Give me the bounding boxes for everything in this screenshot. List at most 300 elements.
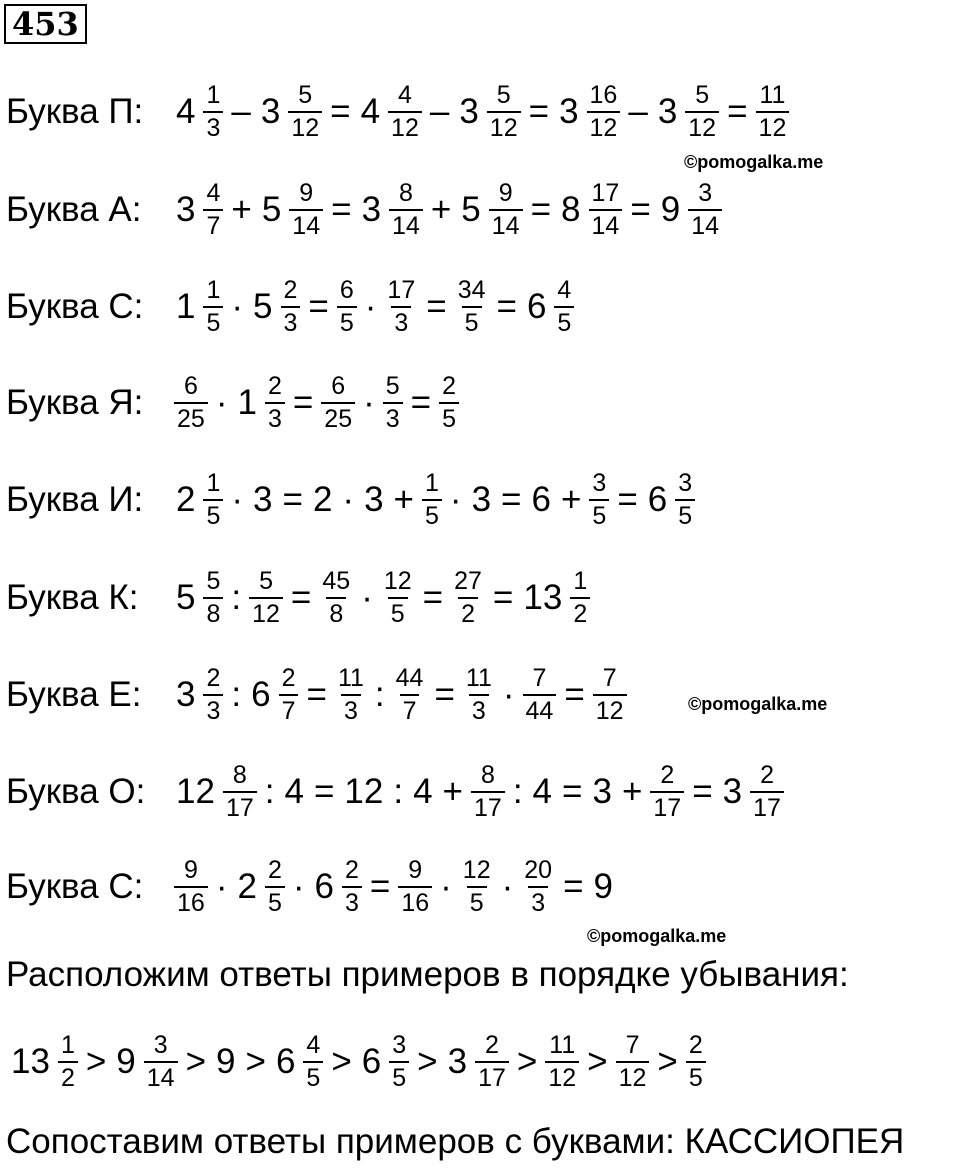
denominator: 3 xyxy=(383,402,403,435)
denominator: 12 xyxy=(593,694,627,727)
fraction xyxy=(383,371,403,436)
fraction xyxy=(337,275,357,340)
math-token: = xyxy=(313,772,335,812)
denominator: 16 xyxy=(174,886,208,919)
solution-row xyxy=(6,663,630,728)
fraction xyxy=(203,663,223,728)
math-token: 12 xyxy=(344,772,384,812)
math-token: 3 xyxy=(176,675,196,715)
letter-label: Буква К: xyxy=(6,578,139,618)
numerator: 12 xyxy=(462,856,491,884)
denominator: 5 xyxy=(675,499,695,532)
fraction xyxy=(265,371,285,436)
math-token: > xyxy=(245,1042,266,1082)
math-token: 6 xyxy=(314,867,334,907)
denominator: 12 xyxy=(288,111,322,144)
fraction xyxy=(554,275,574,340)
numerator: 5 xyxy=(496,81,511,109)
denominator: 3 xyxy=(341,694,361,727)
fraction xyxy=(675,468,695,533)
math-token: = xyxy=(630,190,651,230)
denominator: 5 xyxy=(265,886,285,919)
math-token: + xyxy=(442,772,463,812)
denominator: 5 xyxy=(203,499,223,532)
math-token: · xyxy=(231,480,244,520)
numerator: 8 xyxy=(232,761,247,789)
math-token: = xyxy=(434,675,455,715)
math-token: : xyxy=(393,772,404,812)
math-token: 5 xyxy=(261,190,282,230)
numerator: 1 xyxy=(206,81,221,109)
numerator: 11 xyxy=(465,664,492,692)
expression xyxy=(171,80,792,145)
fraction xyxy=(381,566,415,631)
math-token: : xyxy=(374,675,385,715)
numerator: 9 xyxy=(408,856,423,884)
denominator: 5 xyxy=(462,306,482,339)
fraction xyxy=(265,855,285,920)
fraction xyxy=(203,468,223,533)
math-token: > xyxy=(587,1042,608,1082)
numerator: 3 xyxy=(392,1031,407,1059)
letter-label: Буква И: xyxy=(6,480,144,520)
math-token: 13 xyxy=(523,578,563,618)
math-token: · xyxy=(449,480,462,520)
watermark: ©pomogalka.me xyxy=(587,926,727,946)
numerator: 4 xyxy=(557,276,572,304)
math-token: 1 xyxy=(237,383,257,423)
expression xyxy=(171,663,630,728)
math-token: 2 xyxy=(176,480,196,520)
numerator: 11 xyxy=(759,81,786,109)
fraction xyxy=(303,1030,323,1095)
numerator: 9 xyxy=(498,179,513,207)
numerator: 6 xyxy=(339,276,354,304)
numerator: 3 xyxy=(592,469,607,497)
fraction xyxy=(203,275,223,340)
watermark: ©pomogalka.me xyxy=(688,694,828,714)
math-token: 6 xyxy=(526,287,547,327)
conclusion: Сопоставим ответы примеров с буквами: КАССИОПЕЯ xyxy=(6,1122,905,1161)
denominator: 5 xyxy=(388,597,408,630)
fraction xyxy=(389,1030,409,1095)
math-token: 3 xyxy=(722,772,743,812)
order-expression xyxy=(6,1030,709,1095)
fraction xyxy=(463,663,495,728)
letter-label: Буква Я: xyxy=(6,383,144,423)
numerator: 5 xyxy=(206,567,221,595)
numerator: 8 xyxy=(398,179,413,207)
denominator: 5 xyxy=(589,499,609,532)
math-token: 3 xyxy=(471,480,492,520)
letter-label: Буква Е: xyxy=(6,675,142,715)
denominator: 5 xyxy=(467,886,487,919)
fraction xyxy=(249,566,283,631)
denominator: 14 xyxy=(389,209,423,242)
math-token: 8 xyxy=(561,190,581,230)
expression xyxy=(171,371,462,436)
numerator: 3 xyxy=(698,179,713,207)
math-token: = xyxy=(282,480,303,520)
numerator: 4 xyxy=(206,179,221,207)
math-token: : xyxy=(231,675,242,715)
math-token: 2 xyxy=(312,480,333,520)
math-token: 1 xyxy=(176,287,196,327)
fraction xyxy=(321,371,355,436)
fraction xyxy=(460,855,494,920)
denominator: 16 xyxy=(398,886,432,919)
numerator: 6 xyxy=(183,372,198,400)
math-token: > xyxy=(657,1042,678,1082)
math-token: = xyxy=(422,578,444,618)
fraction xyxy=(389,178,423,243)
math-token: 5 xyxy=(461,190,481,230)
math-token: 3 xyxy=(253,480,273,520)
math-token: = xyxy=(562,772,583,812)
denominator: 17 xyxy=(223,791,257,824)
math-token: = xyxy=(564,675,585,715)
math-token: + xyxy=(430,190,452,230)
numerator: 1 xyxy=(206,276,221,304)
math-token: · xyxy=(502,675,515,715)
math-token: 6 xyxy=(531,480,551,520)
letter-label: Буква А: xyxy=(6,190,142,230)
numerator: 2 xyxy=(485,1031,499,1059)
math-token: 4 xyxy=(532,772,553,812)
numerator: 2 xyxy=(281,664,296,692)
math-token: · xyxy=(440,867,452,907)
fraction xyxy=(279,663,299,728)
numerator: 6 xyxy=(331,372,346,400)
denominator: 12 xyxy=(249,597,283,630)
numerator: 2 xyxy=(283,276,298,304)
math-token: – xyxy=(231,92,251,132)
math-token: = xyxy=(501,480,522,520)
denominator: 3 xyxy=(342,886,362,919)
math-token: · xyxy=(215,867,228,907)
math-token: = xyxy=(617,480,638,520)
solution-row xyxy=(6,371,462,436)
math-token: 2 xyxy=(237,867,257,907)
fraction xyxy=(451,566,485,631)
fraction xyxy=(523,663,557,728)
numerator: 7 xyxy=(625,1031,640,1059)
numerator: 34 xyxy=(457,276,486,304)
math-token: : xyxy=(231,578,242,618)
math-token: = xyxy=(330,92,351,132)
numerator: 7 xyxy=(532,664,547,692)
denominator: 44 xyxy=(523,694,557,727)
numerator: 20 xyxy=(524,856,553,884)
math-token: – xyxy=(628,92,648,132)
numerator: 9 xyxy=(183,856,198,884)
math-token: 9 xyxy=(216,1042,236,1082)
denominator: 3 xyxy=(391,306,411,339)
fraction xyxy=(487,80,521,145)
expression xyxy=(171,855,618,920)
numerator: 45 xyxy=(322,567,351,595)
denominator: 8 xyxy=(203,597,223,630)
math-token: + xyxy=(560,480,582,520)
math-token: = xyxy=(290,578,312,618)
denominator: 25 xyxy=(321,402,355,435)
math-token: = xyxy=(331,190,352,230)
math-token: · xyxy=(231,287,244,327)
numerator: 5 xyxy=(695,81,710,109)
fraction xyxy=(288,80,322,145)
denominator: 7 xyxy=(400,694,420,727)
fraction xyxy=(587,80,621,145)
fraction xyxy=(174,855,208,920)
numerator: 12 xyxy=(383,567,412,595)
numerator: 5 xyxy=(385,372,400,400)
math-token: = xyxy=(410,383,432,423)
fraction xyxy=(393,663,427,728)
fraction xyxy=(342,855,362,920)
watermark: ©pomogalka.me xyxy=(684,152,824,172)
math-token: 6 xyxy=(647,480,668,520)
math-token: 4 xyxy=(176,92,196,132)
solution-row xyxy=(6,178,725,243)
math-token: · xyxy=(215,383,228,423)
solution-row xyxy=(6,80,792,145)
numerator: 2 xyxy=(760,761,774,789)
numerator: 5 xyxy=(259,567,273,595)
math-token: · xyxy=(364,287,377,327)
fraction xyxy=(489,178,523,243)
denominator: 5 xyxy=(337,306,357,339)
numerator: 8 xyxy=(480,761,495,789)
math-token: > xyxy=(516,1042,538,1082)
numerator: 3 xyxy=(153,1031,168,1059)
fraction xyxy=(335,663,367,728)
denominator: 14 xyxy=(688,209,722,242)
numerator: 11 xyxy=(549,1031,576,1059)
math-token: = xyxy=(292,383,314,423)
expression xyxy=(171,468,698,533)
math-token: 3 xyxy=(260,92,281,132)
math-token: 9 xyxy=(116,1042,136,1082)
numerator: 7 xyxy=(602,664,617,692)
numerator: 1 xyxy=(425,469,439,497)
math-token: 3 xyxy=(364,480,384,520)
expression xyxy=(171,760,787,825)
fraction xyxy=(439,371,459,436)
denominator: 17 xyxy=(750,791,784,824)
numerator: 27 xyxy=(454,567,482,595)
denominator: 5 xyxy=(554,306,574,339)
math-token: 4 xyxy=(284,772,304,812)
solution-row xyxy=(6,760,787,825)
math-token: > xyxy=(331,1042,352,1082)
fraction xyxy=(289,178,323,243)
denominator: 14 xyxy=(589,209,623,242)
denominator: 25 xyxy=(174,402,208,435)
math-token: : xyxy=(512,772,523,812)
math-token: 4 xyxy=(413,772,433,812)
math-token: – xyxy=(429,92,450,132)
denominator: 8 xyxy=(326,597,346,630)
solution-row xyxy=(6,855,618,920)
math-token: 9 xyxy=(593,867,613,907)
numerator: 3 xyxy=(678,469,693,497)
denominator: 12 xyxy=(545,1061,579,1094)
denominator: 17 xyxy=(650,791,684,824)
denominator: 2 xyxy=(458,597,478,630)
fraction xyxy=(422,468,442,533)
denominator: 5 xyxy=(439,402,459,435)
solution-row xyxy=(6,566,593,631)
math-token: · xyxy=(363,383,375,423)
math-token: + xyxy=(393,480,414,520)
numerator: 44 xyxy=(395,664,424,692)
expression xyxy=(171,178,725,243)
math-token: · xyxy=(292,867,305,907)
math-token: 5 xyxy=(176,578,196,618)
denominator: 7 xyxy=(203,209,223,242)
denominator: 2 xyxy=(570,597,590,630)
letter-label: Буква С: xyxy=(6,867,144,907)
fraction xyxy=(589,178,623,243)
fraction xyxy=(388,80,422,145)
numerator: 1 xyxy=(573,567,588,595)
math-token: 3 xyxy=(657,92,678,132)
math-token: 9 xyxy=(660,190,681,230)
math-token: = xyxy=(496,287,517,327)
math-token: : xyxy=(264,772,275,812)
denominator: 3 xyxy=(203,111,223,144)
math-token: · xyxy=(361,578,373,618)
denominator: 5 xyxy=(303,1061,323,1094)
fraction xyxy=(589,468,609,533)
numerator: 1 xyxy=(60,1031,75,1059)
fraction xyxy=(475,1030,509,1095)
numerator: 1 xyxy=(206,469,221,497)
math-token: = xyxy=(563,867,584,907)
fraction xyxy=(570,566,590,631)
denominator: 3 xyxy=(203,694,223,727)
math-token: = xyxy=(692,772,713,812)
numerator: 16 xyxy=(589,81,618,109)
numerator: 2 xyxy=(660,761,675,789)
math-token: 3 xyxy=(361,190,382,230)
math-token: 12 xyxy=(176,772,215,812)
fraction xyxy=(398,855,432,920)
math-token: = xyxy=(306,675,327,715)
denominator: 5 xyxy=(422,499,442,532)
solution-row xyxy=(6,468,698,533)
math-token: = xyxy=(426,287,447,327)
denominator: 5 xyxy=(203,306,223,339)
numerator: 2 xyxy=(206,664,221,692)
math-token: 4 xyxy=(360,92,381,132)
fraction xyxy=(688,178,722,243)
math-token: 3 xyxy=(592,772,612,812)
order-sentence: Расположим ответы примеров в порядке убывания: xyxy=(6,955,849,994)
math-token: > xyxy=(185,1042,207,1082)
denominator: 12 xyxy=(685,111,719,144)
denominator: 5 xyxy=(686,1061,706,1094)
numerator: 2 xyxy=(344,856,359,884)
denominator: 3 xyxy=(265,402,285,435)
denominator: 12 xyxy=(587,111,621,144)
numerator: 2 xyxy=(267,856,282,884)
math-token: · xyxy=(342,480,355,520)
denominator: 12 xyxy=(487,111,521,144)
fraction xyxy=(281,275,301,340)
math-token: 6 xyxy=(275,1042,296,1082)
denominator: 7 xyxy=(279,694,299,727)
fraction xyxy=(455,275,489,340)
math-token: = xyxy=(727,92,748,132)
numerator: 2 xyxy=(267,372,282,400)
denominator: 12 xyxy=(756,111,790,144)
denominator: 12 xyxy=(616,1061,650,1094)
math-token: 3 xyxy=(176,190,196,230)
math-token: 6 xyxy=(251,675,271,715)
math-token: + xyxy=(621,772,643,812)
numerator: 17 xyxy=(591,179,620,207)
numerator: 5 xyxy=(298,81,313,109)
fraction xyxy=(471,760,505,825)
denominator: 14 xyxy=(489,209,523,242)
math-token: 3 xyxy=(459,92,479,132)
numerator: 2 xyxy=(442,372,457,400)
denominator: 12 xyxy=(388,111,422,144)
math-token: 3 xyxy=(447,1042,468,1082)
denominator: 3 xyxy=(281,306,301,339)
math-token: = xyxy=(308,287,329,327)
fraction xyxy=(686,1030,706,1095)
fraction xyxy=(756,80,790,145)
math-token: > xyxy=(85,1042,107,1082)
expression xyxy=(171,275,577,340)
fraction xyxy=(545,1030,579,1095)
fraction xyxy=(319,566,353,631)
fraction xyxy=(203,178,223,243)
fraction xyxy=(203,566,223,631)
denominator: 14 xyxy=(144,1061,178,1094)
fraction xyxy=(58,1030,78,1095)
numerator: 11 xyxy=(337,664,364,692)
letter-label: Буква С: xyxy=(6,287,144,327)
math-token: 5 xyxy=(253,287,273,327)
math-token: + xyxy=(231,190,252,230)
numerator: 9 xyxy=(299,179,314,207)
denominator: 5 xyxy=(389,1061,409,1094)
numerator: 4 xyxy=(306,1031,321,1059)
denominator: 3 xyxy=(469,694,489,727)
math-token: 13 xyxy=(11,1042,50,1082)
math-token: = xyxy=(369,867,391,907)
fraction xyxy=(593,663,627,728)
numerator: 17 xyxy=(387,276,416,304)
math-token: 6 xyxy=(361,1042,382,1082)
expression xyxy=(171,566,593,631)
math-token: 3 xyxy=(559,92,579,132)
denominator: 2 xyxy=(58,1061,78,1094)
denominator: 17 xyxy=(471,791,505,824)
numerator: 2 xyxy=(688,1031,703,1059)
math-token: · xyxy=(501,867,514,907)
denominator: 14 xyxy=(289,209,323,242)
math-token: > xyxy=(417,1042,438,1082)
denominator: 17 xyxy=(475,1061,509,1094)
math-token: = xyxy=(530,190,552,230)
fraction xyxy=(521,855,555,920)
fraction xyxy=(750,760,784,825)
fraction xyxy=(223,760,257,825)
